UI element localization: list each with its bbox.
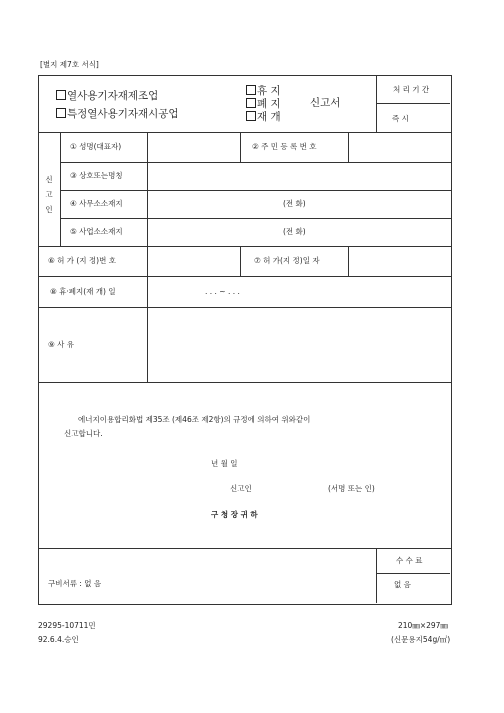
processing-period-value: 즉 시 (392, 114, 409, 123)
office-address-label: ④ 사무소소재지 (70, 199, 123, 208)
grid-line (376, 548, 377, 603)
reporter-group-label: 신 고 인 (45, 175, 53, 214)
grid-line (376, 103, 450, 104)
grid-line (60, 132, 61, 246)
recipient: 구 청 장 귀 하 (211, 510, 258, 519)
fee-value: 없 음 (394, 580, 411, 589)
fee-label: 수 수 료 (396, 556, 423, 565)
form-number: 29295-10711민 (38, 621, 96, 630)
checkbox-manufacturing[interactable] (56, 90, 66, 100)
checkbox-closure[interactable] (246, 98, 256, 108)
grid-line (376, 573, 450, 574)
checkbox-suspension[interactable] (246, 85, 256, 95)
grid-line (240, 246, 241, 276)
signer-label: 신고인 (230, 484, 252, 493)
declaration-line-1: 에너지이용합리화법 제35조 (제46조 제2항)의 규정에 의하여 위와같이 (78, 415, 311, 424)
trade-name-field[interactable] (148, 163, 449, 189)
form-id-label: [별지 제7호 서식] (40, 60, 99, 69)
option-closure[interactable]: 폐 지 (246, 98, 281, 110)
grid-line (38, 382, 451, 383)
signature-note: (서명 또는 인) (328, 484, 375, 493)
grid-line (240, 132, 241, 162)
name-field[interactable] (148, 133, 239, 161)
paper-spec: (신문용지54g/㎡) (391, 635, 451, 644)
reason-field[interactable] (148, 308, 449, 381)
permit-number-label: ⑥ 허 가 (지 정)번 호 (48, 256, 116, 265)
declaration-date: 년 월 일 (211, 459, 238, 468)
option-installation[interactable]: 특정열사용기자재시공업 (56, 108, 179, 120)
grid-line (38, 548, 451, 549)
option-suspension[interactable]: 휴 지 (246, 85, 281, 97)
attachments-label: 구비서류 : 없 음 (48, 579, 102, 588)
permit-date-label: ⑦ 허 가(지 정)일 자 (254, 256, 320, 265)
reason-label: ⑨ 사 유 (48, 340, 74, 349)
option-manufacturing[interactable]: 열사용기자재제조업 (56, 90, 158, 102)
office-phone-label: (전 화) (283, 199, 306, 208)
permit-number-field[interactable] (148, 247, 239, 275)
checkbox-resumption[interactable] (246, 111, 256, 121)
approval-date: 92.6.4.승인 (38, 635, 79, 644)
declaration-line-2: 신고합니다. (64, 429, 103, 438)
checkbox-installation[interactable] (56, 108, 66, 118)
business-address-label: ⑤ 사업소소재지 (70, 227, 123, 236)
resident-number-label: ② 주 민 등 록 번 호 (252, 142, 317, 151)
paper-size: 210㎜×297㎜ (398, 621, 448, 630)
permit-date-field[interactable] (349, 247, 449, 275)
business-phone-label: (전 화) (283, 227, 306, 236)
name-label: ① 성명(대표자) (70, 142, 122, 151)
period-label: ⑧ 휴·폐지(재 개) 일 (50, 287, 116, 296)
resident-number-field[interactable] (349, 133, 449, 161)
processing-period-label: 처 리 기 간 (393, 85, 430, 94)
period-field[interactable]: . . . ~ . . . (205, 287, 240, 296)
grid-line (38, 276, 451, 277)
trade-name-label: ③ 상호또는명칭 (70, 171, 123, 180)
form-title-suffix: 신고서 (310, 97, 341, 109)
option-resumption[interactable]: 재 개 (246, 111, 281, 123)
